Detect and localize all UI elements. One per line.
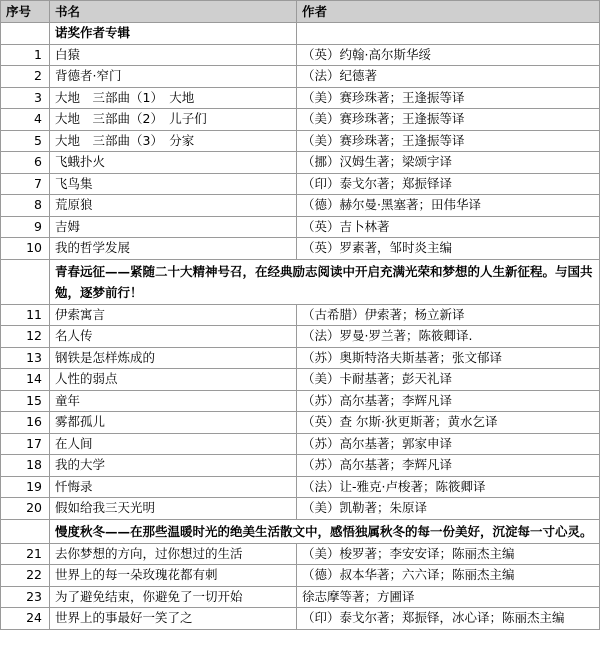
table-row bbox=[1, 412, 600, 434]
book-title: 人性的弱点 bbox=[50, 369, 297, 391]
book-number: 18 bbox=[1, 455, 50, 477]
book-author: （美）凯勒著；朱原译 bbox=[297, 498, 600, 520]
section-number-cell bbox=[1, 519, 50, 543]
table-row bbox=[1, 543, 600, 565]
table-row bbox=[1, 173, 600, 195]
header-author: 作者 bbox=[297, 1, 600, 23]
table-row bbox=[1, 109, 600, 131]
section-row bbox=[1, 519, 600, 543]
book-number: 19 bbox=[1, 476, 50, 498]
book-number: 8 bbox=[1, 195, 50, 217]
book-number: 16 bbox=[1, 412, 50, 434]
book-title: 飞蛾扑火 bbox=[50, 152, 297, 174]
book-number: 10 bbox=[1, 238, 50, 260]
section-title: 诺奖作者专辑 bbox=[50, 23, 297, 45]
table-row bbox=[1, 498, 600, 520]
book-title: 大地 三部曲（3） 分家 bbox=[50, 130, 297, 152]
book-author: （德）叔本华著；六六译；陈丽杰主编 bbox=[297, 565, 600, 587]
section-row bbox=[1, 259, 600, 304]
table-row bbox=[1, 238, 600, 260]
book-title: 飞鸟集 bbox=[50, 173, 297, 195]
book-number: 23 bbox=[1, 586, 50, 608]
table-row bbox=[1, 130, 600, 152]
book-title: 荒原狼 bbox=[50, 195, 297, 217]
book-author: （印）泰戈尔著；郑振铎，冰心译；陈丽杰主编 bbox=[297, 608, 600, 630]
book-title: 假如给我三天光明 bbox=[50, 498, 297, 520]
book-author: （英）吉卜林著 bbox=[297, 216, 600, 238]
book-number: 24 bbox=[1, 608, 50, 630]
book-title: 世界上的事最好一笑了之 bbox=[50, 608, 297, 630]
table-row bbox=[1, 87, 600, 109]
table-row bbox=[1, 433, 600, 455]
table-row bbox=[1, 565, 600, 587]
book-number: 11 bbox=[1, 304, 50, 326]
table-row bbox=[1, 455, 600, 477]
book-title: 吉姆 bbox=[50, 216, 297, 238]
book-author: （美）赛珍珠著；王逢振等译 bbox=[297, 130, 600, 152]
book-number: 3 bbox=[1, 87, 50, 109]
book-author: （英）约翰·高尔斯华绥 bbox=[297, 44, 600, 66]
book-number: 17 bbox=[1, 433, 50, 455]
book-number: 2 bbox=[1, 66, 50, 88]
book-title: 雾都孤儿 bbox=[50, 412, 297, 434]
book-author: （苏）奥斯特洛夫斯基著；张文郁译 bbox=[297, 347, 600, 369]
section-title: 慢度秋冬——在那些温暖时光的绝美生活散文中，感悟独属秋冬的每一份美好，沉淀每一寸心灵。 bbox=[50, 519, 600, 543]
book-title: 在人间 bbox=[50, 433, 297, 455]
book-title: 为了避免结束，你避免了一切开始 bbox=[50, 586, 297, 608]
book-title: 我的大学 bbox=[50, 455, 297, 477]
table-row bbox=[1, 369, 600, 391]
section-author-cell bbox=[297, 23, 600, 45]
section-number-cell bbox=[1, 23, 50, 45]
header-row bbox=[1, 1, 600, 23]
book-number: 12 bbox=[1, 326, 50, 348]
book-author: （法）罗曼·罗兰著；陈筱卿译. bbox=[297, 326, 600, 348]
book-number: 20 bbox=[1, 498, 50, 520]
book-title: 伊索寓言 bbox=[50, 304, 297, 326]
book-title: 钢铁是怎样炼成的 bbox=[50, 347, 297, 369]
book-author: （苏）高尔基著；李辉凡译 bbox=[297, 455, 600, 477]
book-title: 大地 三部曲（1） 大地 bbox=[50, 87, 297, 109]
book-title: 去你梦想的方向，过你想过的生活 bbox=[50, 543, 297, 565]
book-author: （英）罗素著，邹时炎主编 bbox=[297, 238, 600, 260]
book-title: 我的哲学发展 bbox=[50, 238, 297, 260]
book-author: （美）卡耐基著；彭天礼译 bbox=[297, 369, 600, 391]
book-number: 13 bbox=[1, 347, 50, 369]
book-number: 6 bbox=[1, 152, 50, 174]
book-author: （古希腊）伊索著；杨立新译 bbox=[297, 304, 600, 326]
book-author: （美）赛珍珠著；王逢振等译 bbox=[297, 87, 600, 109]
book-number: 7 bbox=[1, 173, 50, 195]
book-author: （法）纪德著 bbox=[297, 66, 600, 88]
book-author: （法）让-雅克·卢梭著；陈筱卿译 bbox=[297, 476, 600, 498]
book-author: （印）泰戈尔著；郑振铎译 bbox=[297, 173, 600, 195]
book-title: 背德者·窄门 bbox=[50, 66, 297, 88]
section-number-cell bbox=[1, 259, 50, 304]
table-row bbox=[1, 390, 600, 412]
header-title: 书名 bbox=[50, 1, 297, 23]
table-row bbox=[1, 608, 600, 630]
book-title: 白猿 bbox=[50, 44, 297, 66]
book-number: 15 bbox=[1, 390, 50, 412]
table-row bbox=[1, 44, 600, 66]
section-row bbox=[1, 23, 600, 45]
book-title: 名人传 bbox=[50, 326, 297, 348]
book-title: 童年 bbox=[50, 390, 297, 412]
book-number: 14 bbox=[1, 369, 50, 391]
book-number: 22 bbox=[1, 565, 50, 587]
book-author: （英）查 尔斯·狄更斯著；黄水乞译 bbox=[297, 412, 600, 434]
table-row bbox=[1, 66, 600, 88]
book-title: 世界上的每一朵玫瑰花都有刺 bbox=[50, 565, 297, 587]
book-number: 5 bbox=[1, 130, 50, 152]
table-row bbox=[1, 195, 600, 217]
book-number: 9 bbox=[1, 216, 50, 238]
table-row bbox=[1, 347, 600, 369]
book-author: 徐志摩等著；方圃译 bbox=[297, 586, 600, 608]
book-author: （苏）高尔基著；李辉凡译 bbox=[297, 390, 600, 412]
book-title: 大地 三部曲（2） 儿子们 bbox=[50, 109, 297, 131]
table-row bbox=[1, 304, 600, 326]
table-row bbox=[1, 476, 600, 498]
book-number: 1 bbox=[1, 44, 50, 66]
table-row bbox=[1, 586, 600, 608]
book-title: 忏悔录 bbox=[50, 476, 297, 498]
table-row bbox=[1, 326, 600, 348]
book-author: （挪）汉姆生著；梁颂宇译 bbox=[297, 152, 600, 174]
book-author: （美）赛珍珠著；王逢振等译 bbox=[297, 109, 600, 131]
table-row bbox=[1, 216, 600, 238]
book-author: （苏）高尔基著；郭家申译 bbox=[297, 433, 600, 455]
book-author: （美）梭罗著；李安安译；陈丽杰主编 bbox=[297, 543, 600, 565]
section-title: 青春远征——紧随二十大精神号召，在经典励志阅读中开启充满光荣和梦想的人生新征程。与国共勉，逐梦前行！ bbox=[50, 259, 600, 304]
book-number: 21 bbox=[1, 543, 50, 565]
header-number: 序号 bbox=[1, 1, 50, 23]
table-row bbox=[1, 152, 600, 174]
book-author: （德）赫尔曼·黑塞著；田伟华译 bbox=[297, 195, 600, 217]
book-number: 4 bbox=[1, 109, 50, 131]
